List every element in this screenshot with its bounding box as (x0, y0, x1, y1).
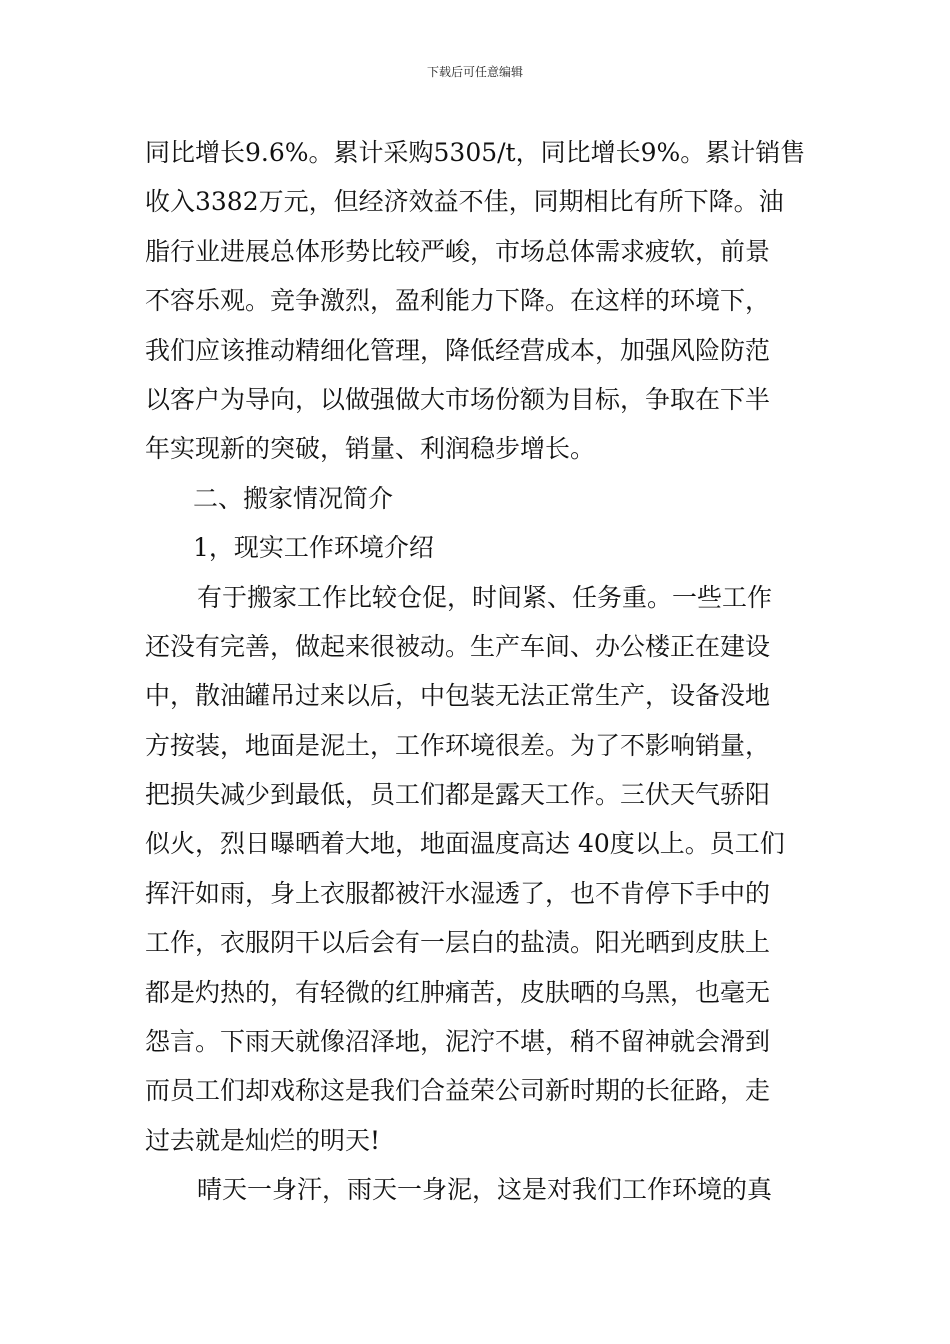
body-line: 脂行业进展总体形势比较严峻，市场总体需求疲软，前景 (145, 236, 771, 266)
paragraph-first-line: 有于搬家工作比较仓促，时间紧、任务重。一些工作 (197, 582, 773, 612)
body-line: 还没有完善，做起来很被动。生产车间、办公楼正在建设 (145, 631, 771, 661)
body-line: 年实现新的突破，销量、利润稳步增长。 (145, 434, 596, 464)
body-line: 挥汗如雨，身上衣服都被汗水湿透了，也不肯停下手中的 (145, 878, 771, 908)
body-line: 不容乐观。竞争激烈，盈利能力下降。在这样的环境下， (145, 286, 771, 316)
body-line: 把损失减少到最低，员工们都是露天工作。三伏天气骄阳 (145, 780, 771, 810)
body-line: 同比增长9.6%。累计采购5305/t，同比增长9%。累计销售 (145, 138, 806, 167)
body-line: 过去就是灿烂的明天! (145, 1125, 381, 1155)
page-header-note: 下载后可任意编辑 (426, 65, 523, 79)
body-line: 工作，衣服阴干以后会有一层白的盐渍。阳光晒到皮肤上 (145, 928, 771, 958)
body-line: 收入3382万元，但经济效益不佳，同期相比有所下降。油 (145, 187, 784, 217)
body-line: 以客户为导向，以做强做大市场份额为目标，争取在下半 (145, 384, 771, 414)
body-line: 中，散油罐吊过来以后，中包装无法正常生产，设备没地 (145, 681, 771, 711)
body-line: 怨言。下雨天就像沼泽地，泥泞不堪，稍不留神就会滑到 (145, 1027, 771, 1057)
section-heading: 二、搬家情况简介 (193, 483, 394, 513)
body-line: 似火，烈日曝晒着大地，地面温度高达 40度以上。员工们 (145, 829, 785, 859)
body-line: 我们应该推动精细化管理，降低经营成本，加强风险防范 (145, 335, 771, 365)
document-body (145, 128, 810, 1215)
body-line: 而员工们却戏称这是我们合益荣公司新时期的长征路，走 (145, 1076, 771, 1106)
subsection-heading: 1，现实工作环境介绍 (193, 533, 434, 563)
paragraph-first-line: 晴天一身汗，雨天一身泥，这是对我们工作环境的真 (197, 1175, 773, 1205)
body-line: 方按装，地面是泥土，工作环境很差。为了不影响销量， (145, 730, 771, 760)
body-line: 都是灼热的，有轻微的红肿痛苦，皮肤晒的乌黑，也毫无 (145, 977, 771, 1007)
